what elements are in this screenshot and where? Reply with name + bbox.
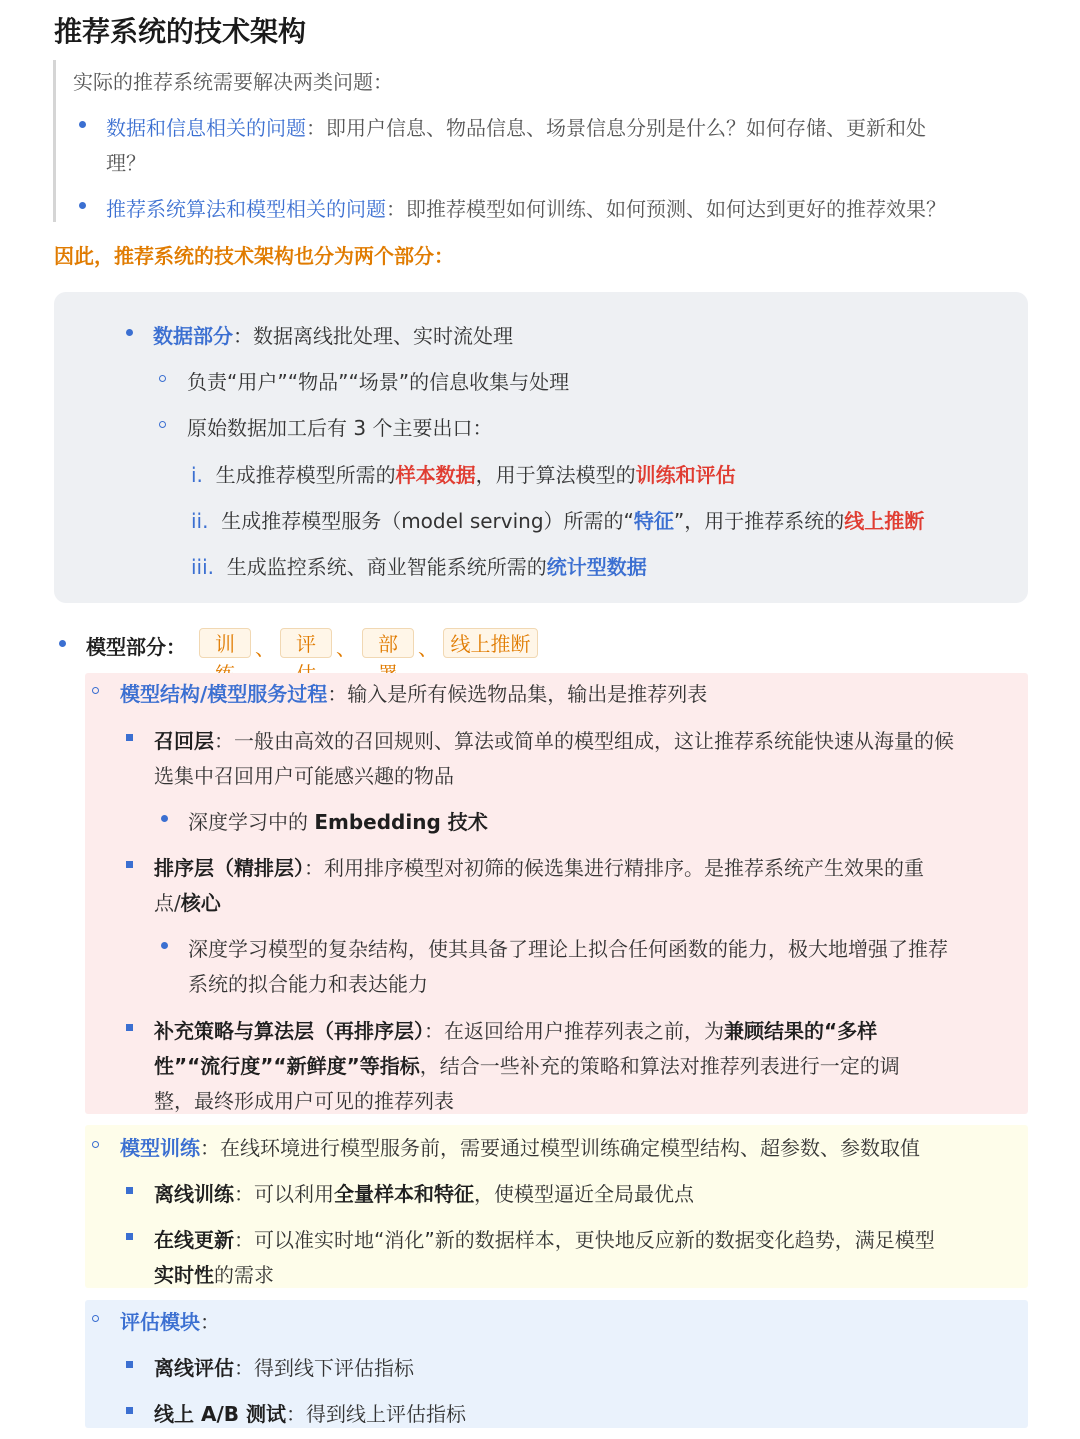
- bullet-dot: [79, 121, 86, 128]
- evaluation-colon: ：: [200, 1310, 220, 1334]
- out1-b: ，用于算法模型的: [475, 463, 636, 487]
- data-part-text: ：数据离线批处理、实时流处理: [233, 324, 513, 348]
- structure-label: 模型结构/模型服务过程: [120, 682, 328, 706]
- out1-a: 生成推荐模型所需的: [215, 463, 396, 487]
- bullet-square: [126, 734, 133, 741]
- bullet-circle: [92, 1315, 99, 1322]
- online-update-text-a: ：可以准实时地“消化”新的数据样本，更快地反应新的数据变化趋势，满足模型: [234, 1228, 935, 1252]
- out1-h1: 样本数据: [395, 463, 476, 487]
- rerank-line3: 整，最终形成用户可见的推荐列表: [154, 1089, 454, 1113]
- recall-sub-b: Embedding 技术: [314, 810, 488, 834]
- tag-separator: 、: [336, 636, 356, 660]
- offline-training-bold: 全量样本和特征: [334, 1182, 474, 1206]
- structure-text: ：输入是所有候选物品集，输出是推荐列表: [327, 682, 708, 706]
- bullet-square: [126, 1361, 133, 1368]
- rerank-label: 补充策略与算法层（再排序层）: [154, 1019, 424, 1043]
- rerank-text-b: ，结合一些补充的策略和算法对推荐列表进行一定的调: [419, 1054, 900, 1078]
- bullet-dot: [79, 202, 86, 209]
- evaluation-heading: [120, 1306, 220, 1335]
- recall-text-a: ：一般由高效的召回规则、算法或简单的模型组成，这让推荐系统能快速从海量的候: [214, 729, 954, 753]
- intro-q2: [106, 193, 946, 222]
- offline-training-label: 离线训练: [154, 1182, 234, 1206]
- out3-a: 生成监控系统、商业智能系统所需的: [226, 555, 547, 579]
- tag-online-inference: 线上推断: [443, 628, 538, 658]
- bullet-dot: [126, 329, 133, 336]
- data-sub1: 负责“用户”“物品”“场景”的信息收集与处理: [187, 370, 570, 394]
- rerank-bold-b: 性”“流行度”“新鲜度”等指标: [154, 1054, 420, 1078]
- rank-text-a: ：利用排序模型对初筛的候选集进行精排序。是推荐系统产生效果的重: [304, 856, 924, 880]
- bullet-square: [126, 1024, 133, 1031]
- data-part-heading: [153, 320, 513, 349]
- intro-q2-label: 推荐系统算法和模型相关的问题: [106, 197, 386, 221]
- online-update-line2: [154, 1259, 274, 1288]
- recall-line2: 选集中召回用户可能感兴趣的物品: [154, 764, 454, 788]
- out2-a: 生成推荐模型服务（model serving）所需的“: [221, 509, 634, 533]
- bullet-circle: [159, 375, 166, 382]
- rank-sub-line1: 深度学习模型的复杂结构，使其具备了理论上拟合任何函数的能力，极大地增强了推荐: [188, 937, 948, 961]
- bullet-circle: [159, 421, 166, 428]
- offline-training-text-a: ：可以利用: [234, 1182, 334, 1206]
- tag-separator: 、: [418, 636, 438, 660]
- structure-heading: [120, 678, 707, 707]
- intro-q1: [106, 112, 926, 141]
- tag-separator: 、: [255, 636, 275, 660]
- intro-q1-cont: 理？: [106, 151, 146, 175]
- offline-evaluation-label: 离线评估: [154, 1356, 234, 1380]
- offline-evaluation: [154, 1352, 414, 1381]
- conclusion: 因此，推荐系统的技术架构也分为两个部分：: [54, 244, 454, 268]
- offline-training: [154, 1178, 694, 1207]
- rerank-text-a: ：在返回给用户推荐列表之前，为: [424, 1019, 724, 1043]
- out2-h2: 线上推断: [844, 509, 925, 533]
- intro-q2-text: ：即推荐模型如何训练、如何预测、如何达到更好的推荐效果？: [386, 197, 946, 221]
- bullet-circle: [92, 687, 99, 694]
- intro-q1-label: 数据和信息相关的问题: [106, 116, 306, 140]
- rank-line2: [154, 887, 221, 916]
- tag-deployment: 部: [362, 628, 414, 658]
- tag-evaluation: 评: [280, 628, 332, 658]
- data-out3: [191, 551, 647, 580]
- training-heading: [120, 1132, 920, 1161]
- out2-h1: 特征: [633, 509, 674, 533]
- tag-training: 训: [199, 628, 251, 658]
- training-label: 模型训练: [120, 1136, 200, 1160]
- online-update-line1: [154, 1224, 935, 1253]
- online-update-text-b: 的需求: [214, 1263, 274, 1287]
- rerank-bold-a: 兼顾结果的“多样: [724, 1019, 878, 1043]
- rank-line1: [154, 852, 924, 881]
- ab-test-label: 线上 A/B 测试: [154, 1402, 286, 1426]
- recall-sub: [188, 806, 488, 835]
- offline-training-text-b: ，使模型逼近全局最优点: [474, 1182, 694, 1206]
- recall-line1: [154, 725, 954, 754]
- recall-label: 召回层: [154, 729, 214, 753]
- training-text: ：在线环境进行模型服务前，需要通过模型训练确定模型结构、超参数、参数取值: [200, 1136, 920, 1160]
- model-part-label: 模型部分：: [86, 635, 186, 659]
- out2-b: ”，用于推荐系统的: [673, 509, 845, 533]
- bullet-dot: [161, 942, 168, 949]
- data-sub2: 原始数据加工后有 3 个主要出口：: [187, 416, 493, 440]
- out3-h1: 统计型数据: [546, 555, 647, 579]
- roman-1: i.: [191, 463, 203, 487]
- bullet-dot: [161, 815, 168, 822]
- rank-label: 排序层（精排层）: [154, 856, 304, 880]
- online-update-label: 在线更新: [154, 1228, 234, 1252]
- ab-test: [154, 1398, 466, 1427]
- rank-text-b1: 点/: [154, 891, 181, 915]
- roman-2: ii.: [191, 509, 209, 533]
- page-title: 推荐系统的技术架构: [54, 15, 307, 48]
- bullet-circle: [92, 1141, 99, 1148]
- bullet-dot: [59, 640, 66, 647]
- rank-text-b2: 核心: [180, 891, 221, 915]
- rerank-line1: [154, 1015, 877, 1044]
- data-out2: [191, 505, 924, 534]
- offline-evaluation-text: ：得到线下评估指标: [234, 1356, 414, 1380]
- quote-bar: [53, 60, 56, 222]
- intro-q1-text: ：即用户信息、物品信息、场景信息分别是什么？如何存储、更新和处: [306, 116, 926, 140]
- bullet-square: [126, 861, 133, 868]
- evaluation-label: 评估模块: [120, 1310, 200, 1334]
- bullet-square: [126, 1233, 133, 1240]
- rank-sub-line2: 系统的拟合能力和表达能力: [188, 972, 428, 996]
- data-part-label: 数据部分: [153, 324, 233, 348]
- out1-h2: 训练和评估: [635, 463, 736, 487]
- bullet-square: [126, 1187, 133, 1194]
- recall-sub-a: 深度学习中的: [188, 810, 315, 834]
- online-update-bold: 实时性: [154, 1263, 214, 1287]
- data-out1: [191, 459, 736, 488]
- bullet-square: [126, 1407, 133, 1414]
- intro-lead: 实际的推荐系统需要解决两类问题：: [73, 70, 393, 94]
- roman-3: iii.: [191, 555, 215, 579]
- ab-test-text: ：得到线上评估指标: [285, 1402, 466, 1426]
- rerank-line2: [154, 1050, 900, 1079]
